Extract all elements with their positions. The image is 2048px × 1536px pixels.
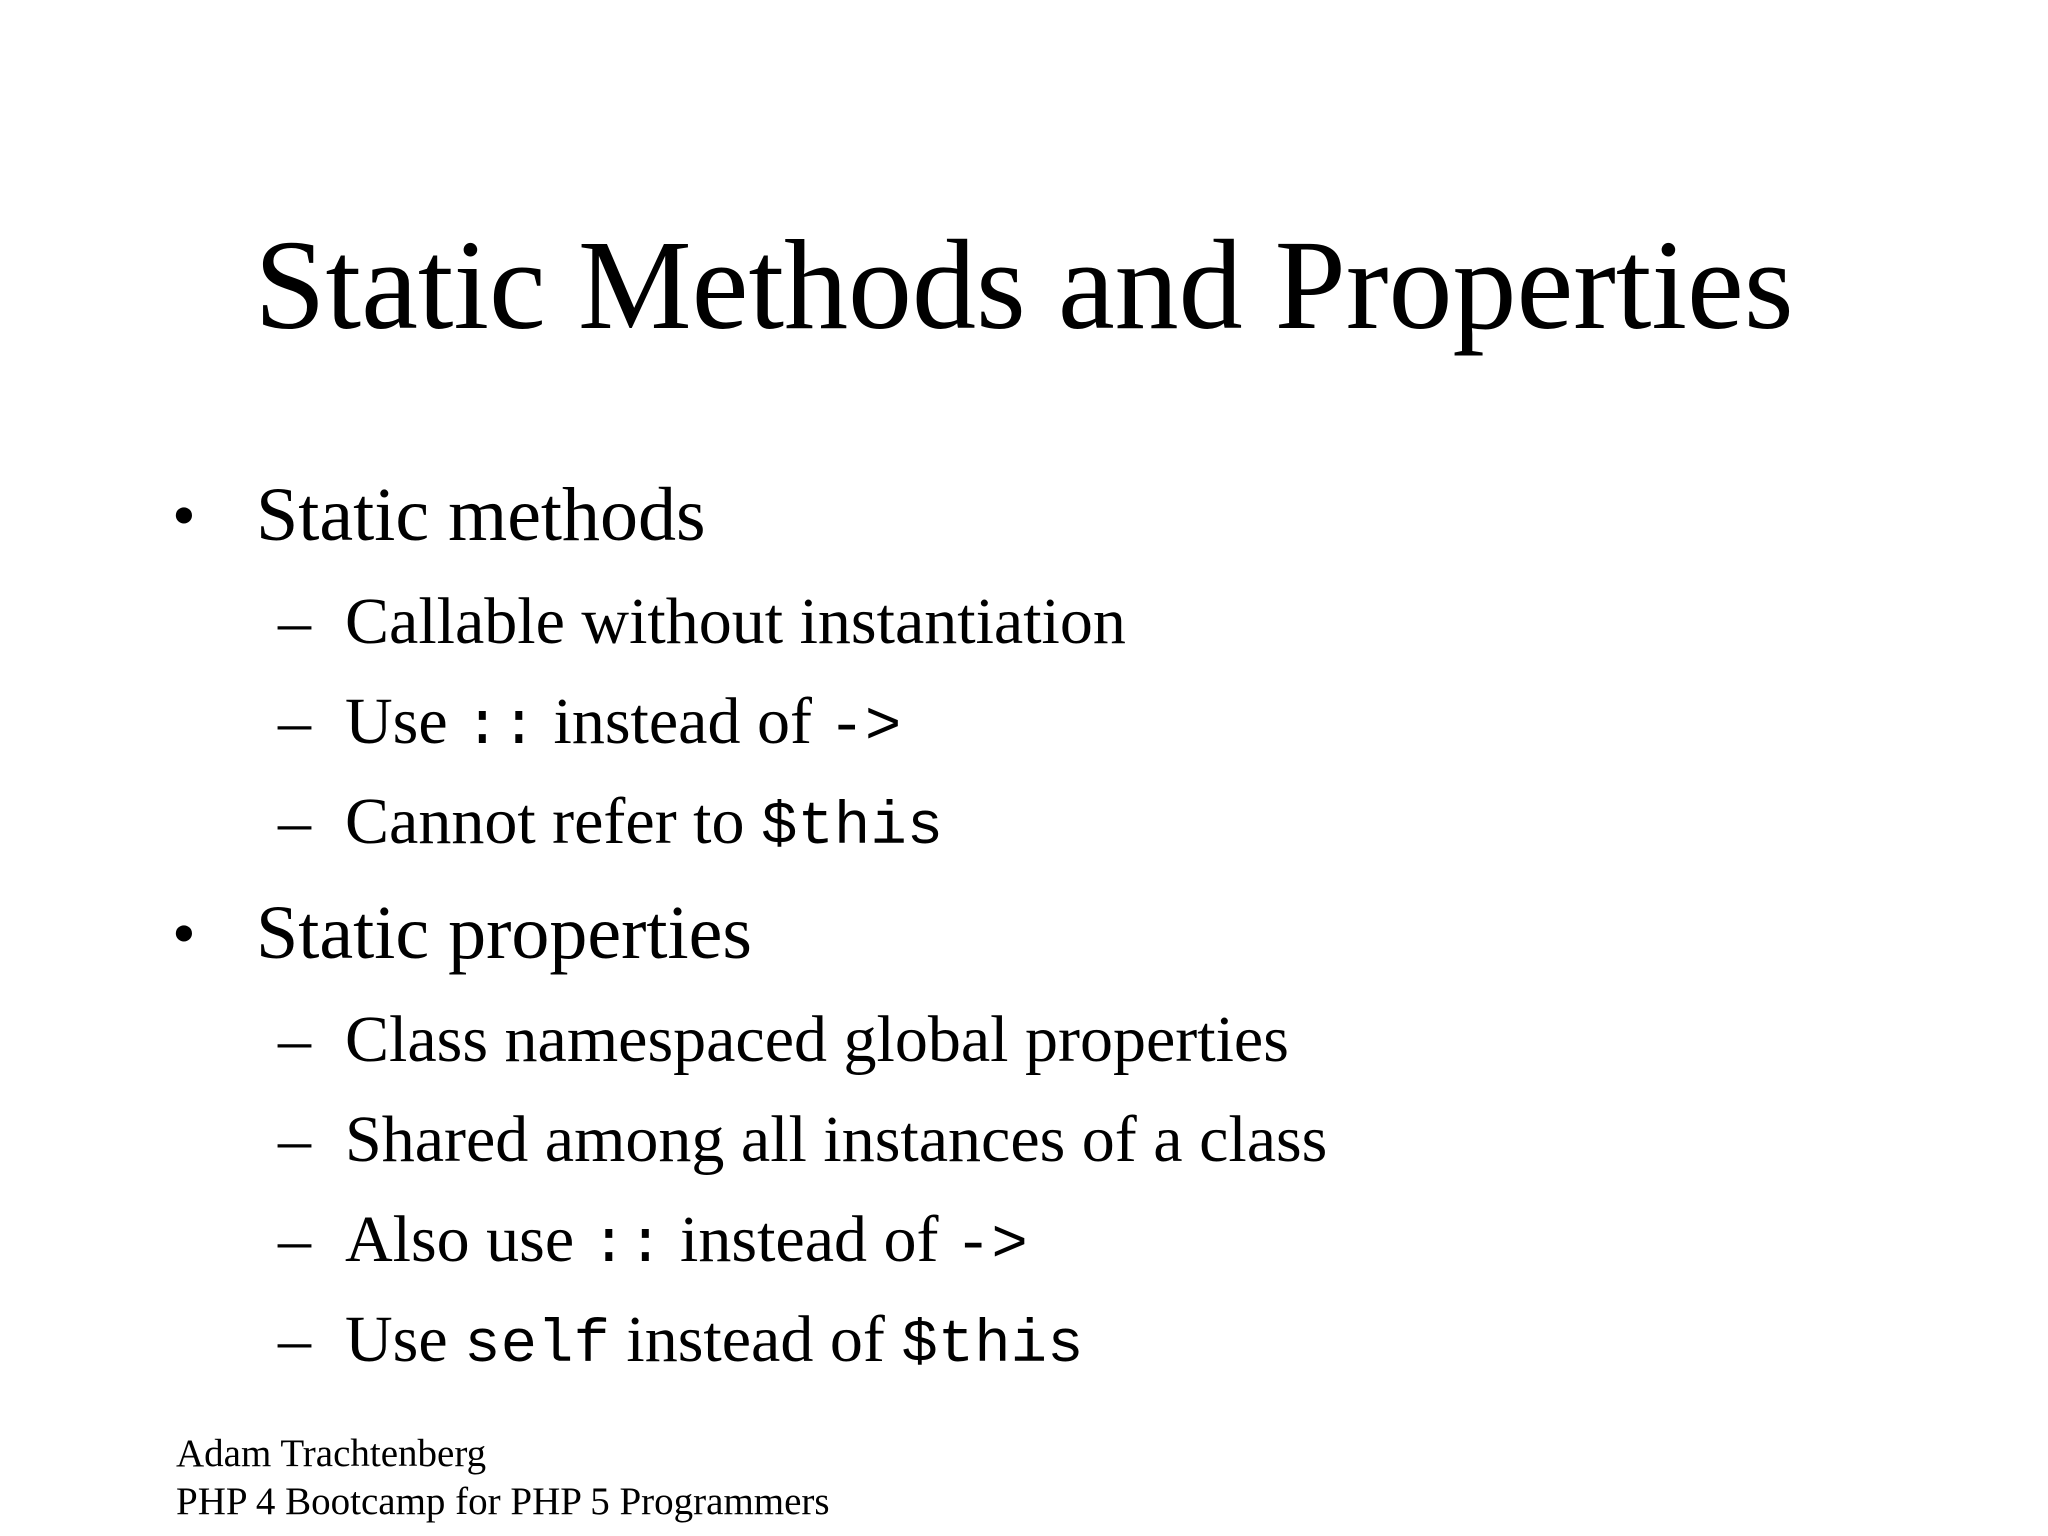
- subitem-text: Use: [345, 685, 465, 758]
- subitem-text: Class namespaced global properties: [345, 1003, 1289, 1076]
- dash-marker: –: [278, 1303, 311, 1376]
- subitem-text: Also use: [345, 1203, 591, 1276]
- subitem-callable: [278, 582, 1126, 662]
- subitem-use-self: [278, 1300, 1084, 1386]
- slide-title: Static Methods and Properties: [254, 214, 1794, 356]
- subitem-text: Use: [345, 1303, 465, 1376]
- dash-marker: –: [278, 1203, 311, 1276]
- subitem-text: instead of: [663, 1203, 955, 1276]
- subitem-class-namespaced: [278, 1000, 1289, 1080]
- subitem-text: Callable without instantiation: [345, 585, 1126, 658]
- subitem-text: Cannot refer to: [345, 785, 762, 858]
- dash-marker: –: [278, 585, 311, 658]
- subitem-text: instead of: [609, 1303, 902, 1376]
- code-fragment: self: [464, 1311, 610, 1380]
- subitem-text: instead of: [537, 685, 829, 758]
- dash-marker: –: [278, 685, 311, 758]
- code-fragment: ::: [590, 1211, 664, 1280]
- footer-author: Adam Trachtenberg: [176, 1432, 487, 1475]
- bullet-marker: •: [172, 895, 196, 971]
- bullet-text: Static properties: [256, 891, 752, 975]
- dash-marker: –: [278, 785, 311, 858]
- bullet-static-properties: [172, 888, 752, 978]
- dash-marker: –: [278, 1103, 311, 1176]
- footer-course: PHP 4 Bootcamp for PHP 5 Programmers: [176, 1480, 830, 1523]
- subitem-shared-among-instances: [278, 1100, 1328, 1180]
- subitem-text: Shared among all instances of a class: [345, 1103, 1328, 1176]
- subitem-also-use-scope-operator: [278, 1200, 1028, 1286]
- subitem-cannot-refer-this: [278, 782, 944, 868]
- code-fragment: ->: [828, 693, 902, 762]
- dash-marker: –: [278, 1003, 311, 1076]
- bullet-static-methods: [172, 470, 706, 560]
- code-fragment: ->: [954, 1211, 1028, 1280]
- code-fragment: ::: [464, 693, 538, 762]
- bullet-marker: •: [172, 477, 196, 553]
- code-fragment: $this: [761, 793, 944, 862]
- code-fragment: $this: [901, 1311, 1084, 1380]
- bullet-text: Static methods: [256, 473, 706, 557]
- subitem-use-scope-operator: [278, 682, 902, 768]
